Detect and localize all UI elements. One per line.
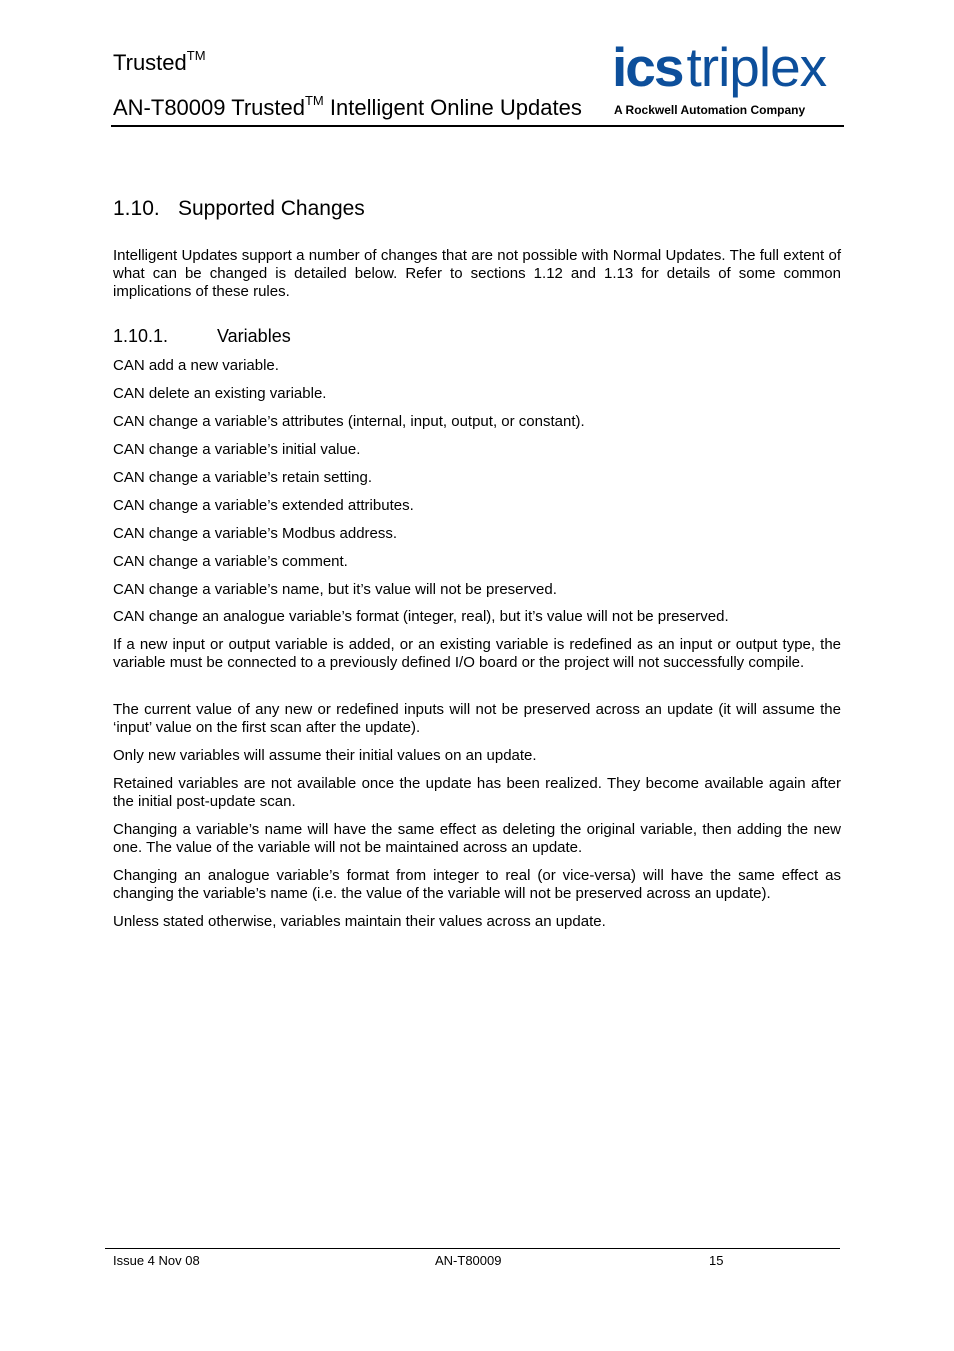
paragraph: The current value of any new or redefined inputs will not be preserved across an update (it will assume the ‘input’ value on the first scan after the update).	[113, 701, 841, 736]
section-number: 1.10.	[113, 197, 160, 220]
trademark-mark: TM	[186, 47, 206, 63]
paragraph: CAN change a variable’s extended attributes.	[113, 497, 414, 514]
paragraph: Changing an analogue variable’s format from integer to real (or vice-versa) will have the same effect as changing the variable’s name (i.e. the value of the variable will not be preserved across an update).	[113, 867, 841, 902]
section-heading	[113, 195, 365, 223]
paragraph: CAN delete an existing variable.	[113, 385, 327, 402]
subsection-title: Variables	[217, 326, 291, 346]
subsection-heading	[113, 324, 291, 348]
header-divider	[111, 125, 844, 127]
paragraph: Changing a variable’s name will have the same effect as deleting the original variable, then adding the new one. The value of the variable will not be maintained across an update.	[113, 821, 841, 856]
paragraph: CAN add a new variable.	[113, 357, 279, 374]
paragraph: If a new input or output variable is added, or an existing variable is redefined as an input or output type, the variable must be connected to a previously defined I/O board or the project will not successfully compile.	[113, 636, 841, 671]
paragraph: CAN change a variable’s name, but it’s value will not be preserved.	[113, 581, 557, 598]
footer-doc-id: AN-T80009	[435, 1253, 502, 1268]
logo-triplex: triplex	[686, 36, 827, 98]
ics-triplex-logo	[610, 36, 846, 122]
paragraph: Only new variables will assume their initial values on an update.	[113, 747, 537, 764]
section-intro: Intelligent Updates support a number of changes that are not possible with Normal Updates. The full extent of what can be changed is detailed below. Refer to sections 1.12 and 1.13 for details of some common implications of these rules.	[113, 247, 841, 300]
footer-issue: Issue 4 Nov 08	[113, 1253, 200, 1268]
paragraph: CAN change a variable’s initial value.	[113, 441, 361, 458]
subsection-number: 1.10.1.	[113, 326, 169, 346]
doc-title-prefix: AN-T80009 Trusted	[113, 95, 305, 120]
paragraph: Unless stated otherwise, variables maintain their values across an update.	[113, 913, 606, 930]
product-name: Trusted	[113, 50, 187, 75]
paragraph: CAN change a variable’s retain setting.	[113, 469, 373, 486]
logo-ics: ics	[612, 36, 683, 98]
paragraph: CAN change an analogue variable’s format (integer, real), but it’s value will not be preserved.	[113, 608, 729, 625]
logo-tagline-prefix: A Rockwell Automation	[614, 103, 748, 117]
logo-wordmark	[612, 34, 826, 100]
paragraph: CAN change a variable’s attributes (internal, input, output, or constant).	[113, 413, 585, 430]
section-title: Supported Changes	[178, 197, 365, 220]
logo-tagline	[614, 103, 805, 117]
header-document-title	[113, 93, 582, 123]
logo-tagline-suffix: Company	[750, 103, 806, 117]
header-product-name	[113, 48, 206, 78]
footer-divider	[105, 1248, 840, 1249]
footer-page-number: 15	[709, 1253, 724, 1268]
trademark-mark: TM	[304, 92, 324, 108]
paragraph: Retained variables are not available once the update has been realized. They become available again after the initial post-update scan.	[113, 775, 841, 810]
paragraph: CAN change a variable’s comment.	[113, 553, 348, 570]
doc-title-suffix: Intelligent Online Updates	[323, 95, 582, 120]
paragraph: CAN change a variable’s Modbus address.	[113, 525, 398, 542]
